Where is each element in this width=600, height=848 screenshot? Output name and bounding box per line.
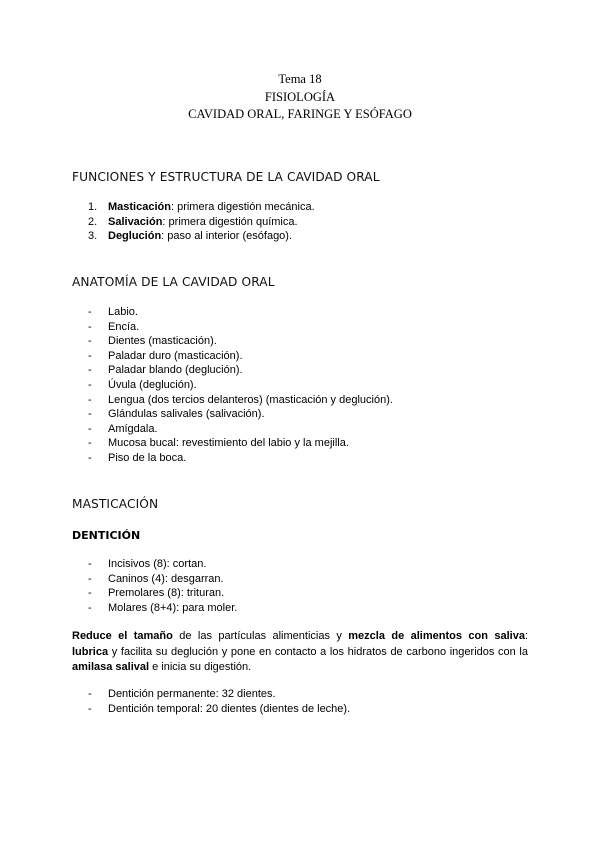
paragraph-line: lubrica y facilita su deglución y pone en contacto a los hidratos de carbono ingeridos con la	[72, 645, 528, 658]
list-item: - Premolares (8): trituran.	[88, 587, 225, 600]
section-heading-anatomia: ANATOMÍA DE LA CAVIDAD ORAL	[72, 275, 275, 289]
subsection-heading-denticion: DENTICIÓN	[72, 529, 141, 542]
list-item: - Dientes (masticación).	[88, 335, 217, 348]
list-item: - Glándulas salivales (salivación).	[88, 408, 265, 421]
list-item: - Úvula (deglución).	[88, 378, 197, 391]
list-item: 3. Deglución: paso al interior (esófago).	[88, 230, 293, 243]
subject-title: FISIOLOGÍA	[264, 89, 336, 104]
list-item: - Lengua (dos tercios delanteros) (masticación y deglución).	[88, 393, 393, 406]
funciones-list	[88, 200, 315, 244]
masticacion-paragraph	[72, 629, 528, 676]
list-item: - Piso de la boca.	[88, 451, 187, 464]
paragraph-line: amilasa salival e inicia su digestión.	[72, 661, 252, 673]
teeth-list	[88, 557, 237, 615]
list-item: - Molares (8+4): para moler.	[88, 601, 238, 614]
list-item: - Incisivos (8): cortan.	[88, 558, 207, 570]
topic-number: Tema 18	[278, 72, 322, 86]
list-item: 1. Masticación: primera digestión mecánica.	[88, 201, 315, 213]
topic-title: CAVIDAD ORAL, FARINGE Y ESÓFAGO	[188, 107, 412, 121]
denticion-list	[88, 687, 350, 716]
list-item: - Caninos (4): desgarran.	[88, 572, 224, 585]
section-heading-masticacion: MASTICACIÓN	[72, 497, 159, 511]
list-item: 2. Salivación: primera digestión química.	[88, 215, 298, 228]
list-item: - Dentición temporal: 20 dientes (dientes de leche).	[88, 702, 351, 715]
list-item: - Labio.	[88, 306, 138, 318]
paragraph-line: Reduce el tamaño de las partículas alimenticias y mezcla de alimentos con saliva:	[72, 630, 528, 642]
anatomia-list	[88, 305, 393, 466]
list-item: - Dentición permanente: 32 dientes.	[88, 688, 276, 700]
list-item: - Encía.	[88, 320, 140, 333]
list-item: - Mucosa bucal: revestimiento del labio y la mejilla.	[88, 437, 349, 450]
document-header	[0, 71, 600, 124]
list-item: - Paladar duro (masticación).	[88, 349, 243, 362]
list-item: - Paladar blando (deglución).	[88, 364, 243, 377]
section-heading-funciones: FUNCIONES Y ESTRUCTURA DE LA CAVIDAD ORAL	[72, 170, 380, 184]
list-item: - Amígdala.	[88, 422, 158, 435]
